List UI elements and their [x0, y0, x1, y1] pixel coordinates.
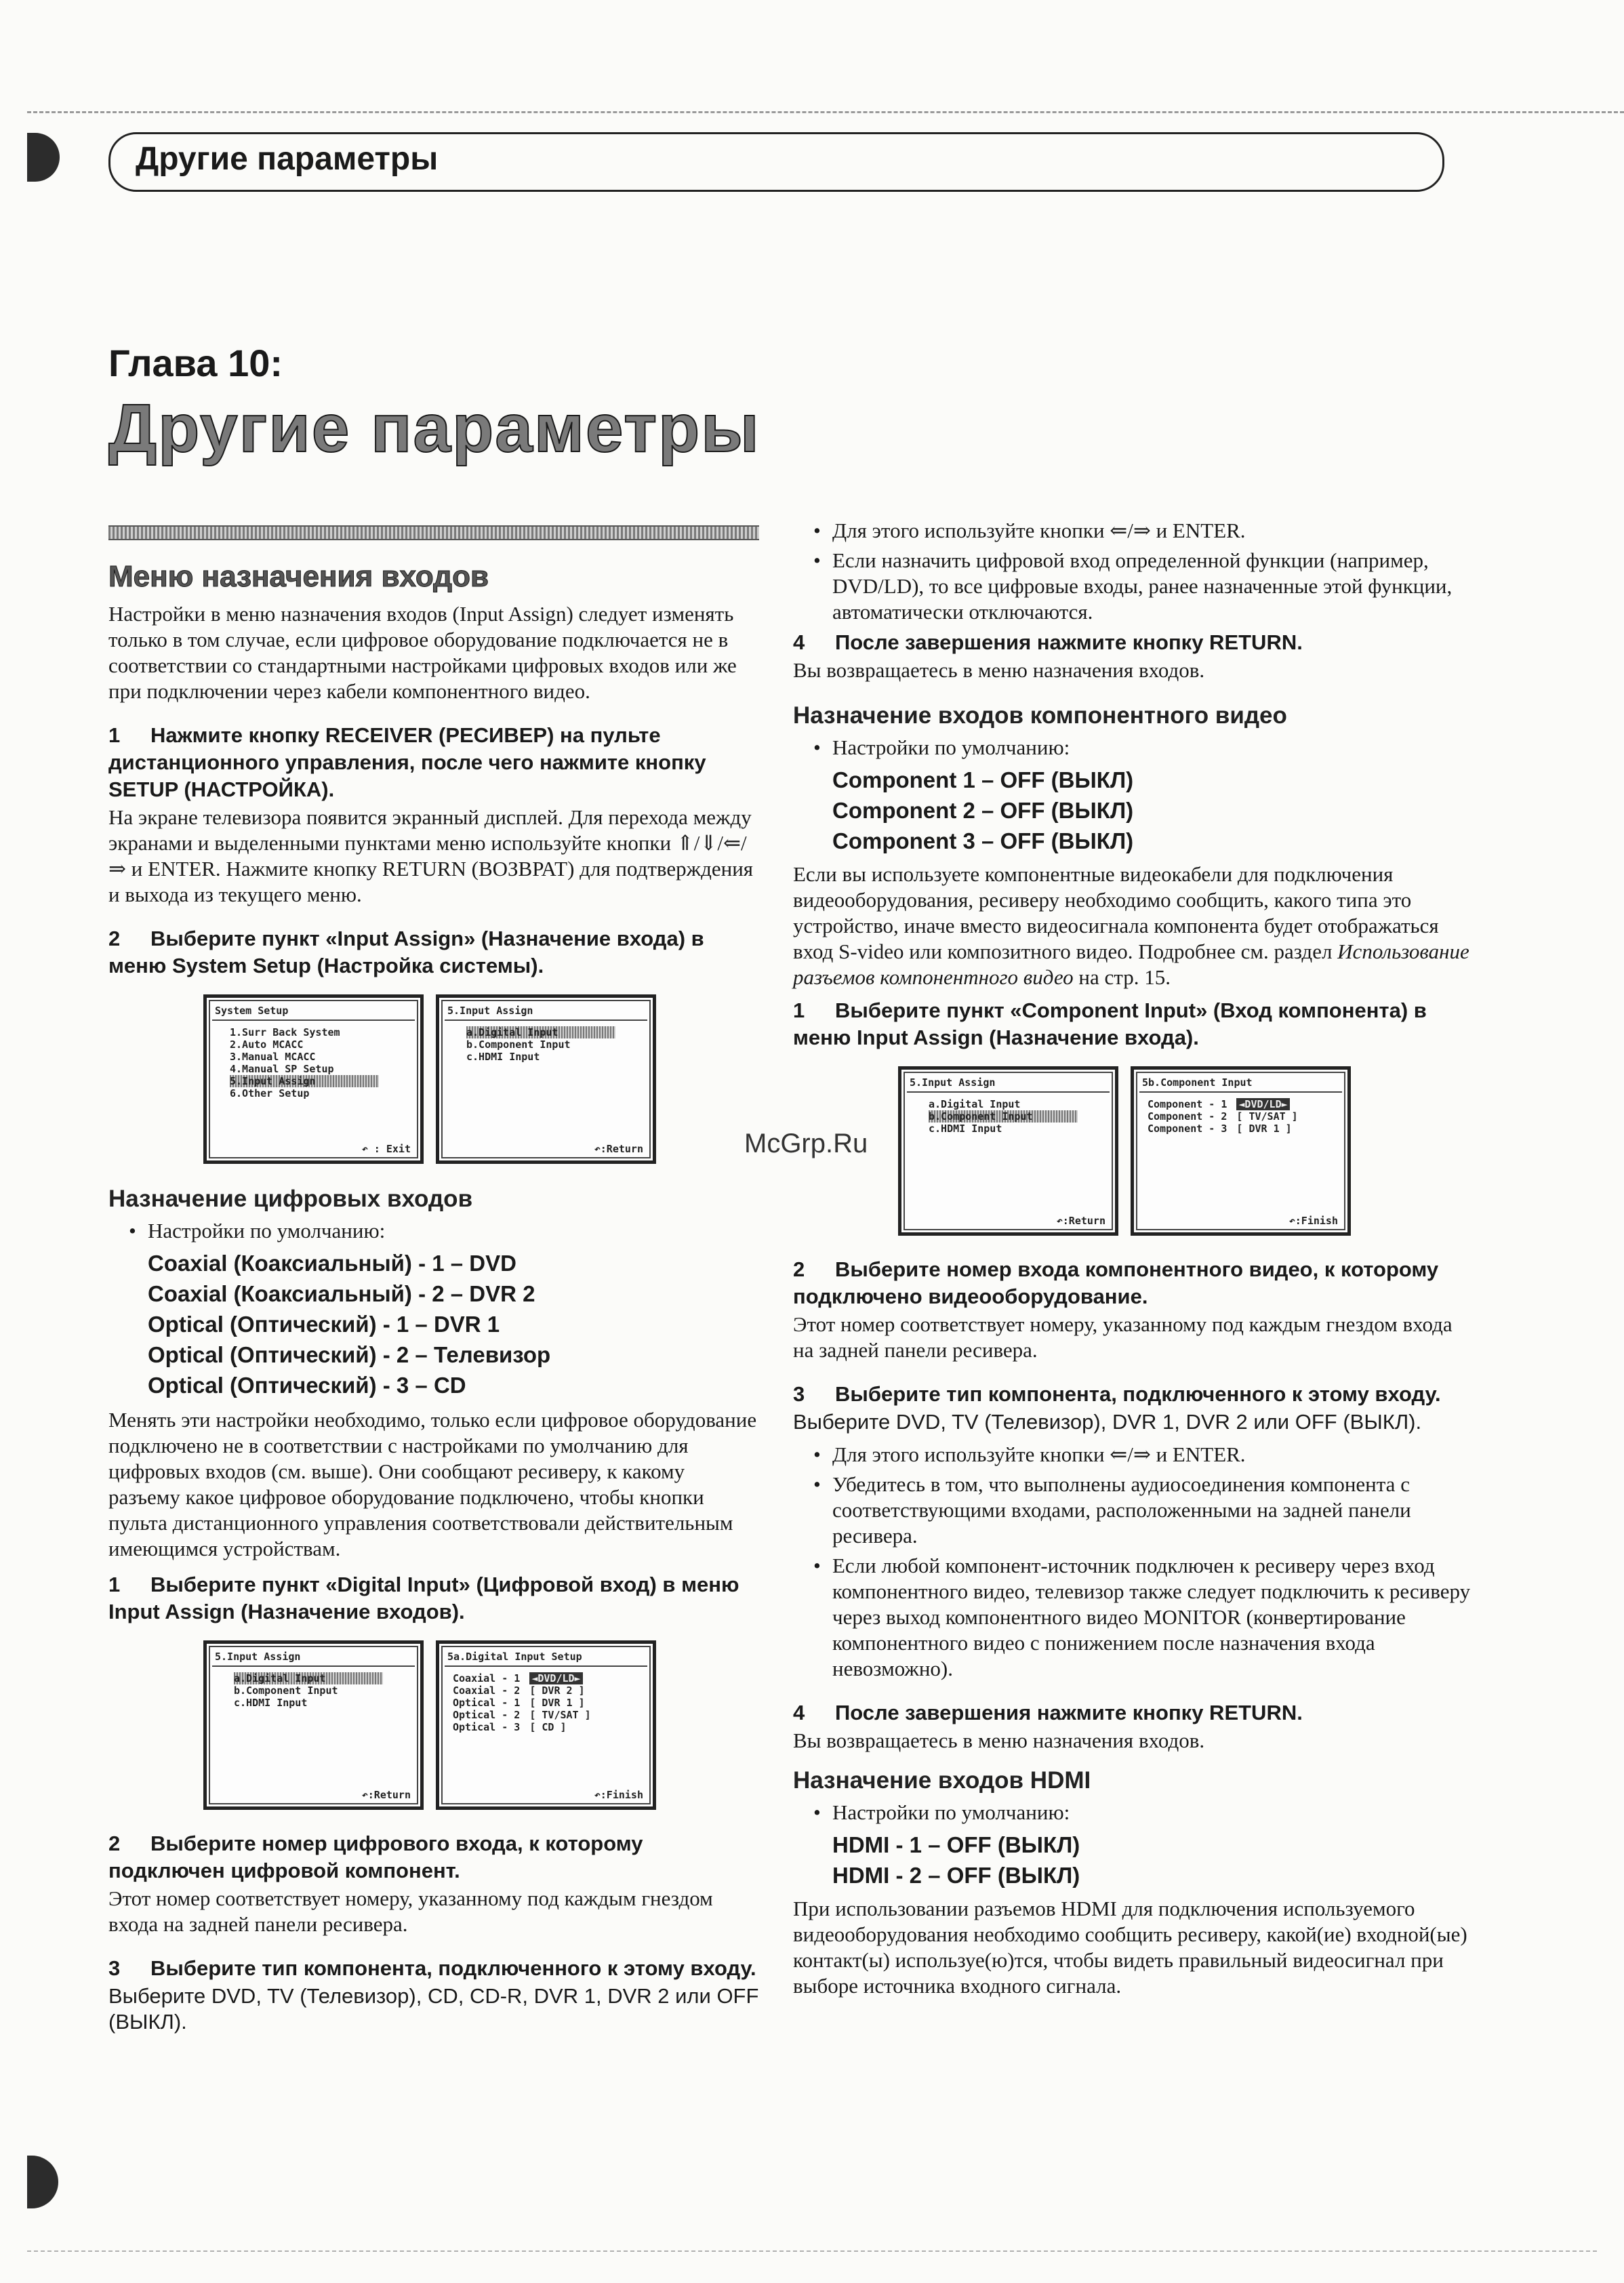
component-body: Если вы используете компонентные видеокабели для подключения видеооборудования, ресиверу необходимо сообщить, какого типа это устройство, иначе вместо видеосигнала компонента будет отображаться вход S-video или композитного видео. Подробнее см. раздел Использование разъемов компонентного видео на стр. 15.: [793, 862, 1469, 989]
osd-item: 4.Manual SP Setup: [230, 1063, 334, 1075]
bullet-text: • Настройки по умолчанию:: [793, 1800, 1471, 1825]
step-1: [108, 722, 759, 803]
component-defaults-bullet: [793, 735, 1471, 761]
step-number: 4: [793, 1701, 805, 1724]
osd-item: 1.Surr Back System: [230, 1026, 340, 1038]
step-number: 2: [108, 927, 121, 950]
digital-body: Менять эти настройки необходимо, только если цифровое оборудование подключено не в соответствии с настройками по умолчанию для цифровых входов (см. выше). Они сообщают ресиверу, к какому разъему какое цифровое оборудование подключено, чтобы кнопки пульта дистанционного управления соответствовали действительным имеющимся устройствам.: [108, 1408, 757, 1560]
osd-row: Component - 3 [ DVR 1 ]: [1148, 1123, 1292, 1135]
digital-step-4-body: Вы возвращаетесь в меню назначения входов.: [793, 658, 1205, 682]
default-item: Component 2 – OFF (ВЫКЛ): [832, 798, 1134, 823]
hdmi-section-title: Назначение входов HDMI: [793, 1767, 1091, 1794]
osd-item: b.Component Input: [234, 1684, 338, 1697]
component-step-3-body: Выберите DVD, TV (Телевизор), DVR 1, DVR 2 или OFF (ВЫКЛ).: [793, 1410, 1422, 1434]
section-title: Меню назначения входов: [108, 560, 489, 593]
osd-row: Coaxial - 1 ◄DVD/LD►: [453, 1672, 591, 1684]
default-item: HDMI - 1 – OFF (ВЫКЛ): [832, 1832, 1080, 1857]
osd-row: Optical - 3 [ CD ]: [453, 1721, 567, 1733]
osd-item: 3.Manual MCACC: [230, 1051, 316, 1063]
bullet-text: • Настройки по умолчанию:: [108, 1218, 759, 1244]
component-step-2: [793, 1256, 1471, 1310]
section-rule: [108, 525, 759, 540]
osd-title: System Setup: [215, 1005, 289, 1017]
step-number: 2: [108, 1832, 121, 1855]
component-bullets: [793, 1442, 1471, 1682]
step-text: Нажмите кнопку RECEIVER (РЕСИВЕР) на пульте дистанционного управления, после чего нажмите кнопку SETUP (НАСТРОЙКА).: [108, 723, 706, 801]
step-text: Выберите номер входа компонентного видео, к которому подключено видеооборудование.: [793, 1257, 1439, 1308]
osd-item: 6.Other Setup: [230, 1087, 310, 1099]
step-text: После завершения нажмите кнопку RETURN.: [835, 630, 1303, 654]
osd-component-input: [1131, 1066, 1351, 1236]
default-item: Component 3 – OFF (ВЫКЛ): [832, 828, 1134, 853]
component-step-1: [793, 997, 1471, 1051]
default-item: Optical (Оптический) - 1 – DVR 1: [148, 1312, 500, 1337]
bullet-text: • Настройки по умолчанию:: [793, 735, 1471, 761]
osd-footer: ↶ : Exit: [361, 1143, 411, 1155]
hdmi-defaults-bullet: [793, 1800, 1471, 1825]
osd-item-selected: 5.Input Assign: [230, 1075, 379, 1087]
osd-item: b.Component Input: [466, 1038, 571, 1051]
osd-title: 5.Input Assign: [910, 1076, 996, 1089]
osd-footer: ↶:Finish: [1288, 1215, 1338, 1227]
step-2: [108, 925, 759, 979]
component-step-4: [793, 1699, 1471, 1726]
watermark: McGrp.Ru: [744, 1129, 868, 1158]
component-section-title: Назначение входов компонентного видео: [793, 702, 1287, 729]
osd-digital-input-setup: [436, 1640, 656, 1810]
default-item: HDMI - 2 – OFF (ВЫКЛ): [832, 1863, 1080, 1888]
chapter-label: Глава 10:: [108, 342, 283, 384]
osd-input-assign: [436, 994, 656, 1164]
step-number: 3: [793, 1382, 805, 1406]
component-step-2-body: Этот номер соответствует номеру, указанному под каждым гнездом входа на задней панели ресивера.: [793, 1312, 1453, 1362]
bullet-text: • Убедитесь в том, что выполнены аудиосоединения компонента с соответствующими входами, расположенными на задней панели ресивера.: [793, 1472, 1471, 1549]
digital-step-2: [108, 1830, 759, 1884]
digital-step-2-body: Этот номер соответствует номеру, указанному под каждым гнездом входа на задней панели ресивера.: [108, 1886, 713, 1936]
step-number: 4: [793, 630, 805, 654]
osd-row: Optical - 1 [ DVR 1 ]: [453, 1697, 585, 1709]
chapter-title: Другие параметры: [108, 390, 760, 466]
digital-step-1: [108, 1571, 759, 1625]
cross-reference: Использование разъемов компонентного видео: [793, 940, 1469, 989]
osd-row: Coaxial - 2 [ DVR 2 ]: [453, 1684, 585, 1697]
step-text: После завершения нажмите кнопку RETURN.: [835, 1701, 1303, 1724]
step-text: Выберите пункт «Input Assign» (Назначение входа) в меню System Setup (Настройка системы).: [108, 927, 704, 977]
digital-step-4: [793, 629, 1471, 656]
osd-item: c.HDMI Input: [234, 1697, 308, 1709]
step-text: Выберите тип компонента, подключенного к этому входу.: [835, 1382, 1441, 1406]
osd-footer: ↶:Return: [594, 1143, 643, 1155]
osd-row: Optical - 2 [ TV/SAT ]: [453, 1709, 591, 1721]
step-1-body: На экране телевизора появится экранный дисплей. Для перехода между экранами и выделенными пунктами меню используйте кнопки ⇑/⇓/⇐/⇒ и ENTER. Нажмите кнопку RETURN (ВОЗВРАТ) для подтверждения и выхода из текущего меню.: [108, 805, 754, 906]
bullets-top: [793, 518, 1471, 625]
step-number: 2: [793, 1257, 805, 1281]
step-text: Выберите тип компонента, подключенного к этому входу.: [150, 1956, 756, 1980]
chapter-side-tab: [27, 133, 60, 182]
osd-title: 5b.Component Input: [1142, 1076, 1253, 1089]
osd-footer: ↶:Finish: [594, 1789, 643, 1801]
step-number: 1: [108, 1573, 121, 1596]
hdmi-body: При использовании разъемов HDMI для подключения используемого видеооборудования необходимо сообщить ресиверу, какой(ие) входной(ые) контакт(ы) используе(ю)тся, чтобы видеть правильный видеосигнал при выборе источника входного сигнала.: [793, 1897, 1467, 1998]
osd-row: Component - 2 [ TV/SAT ]: [1148, 1110, 1298, 1123]
step-text: Выберите пункт «Component Input» (Вход компонента) в меню Input Assign (Назначение входа).: [793, 998, 1427, 1049]
default-item: Coaxial (Коаксиальный) - 2 – DVR 2: [148, 1281, 535, 1306]
step-number: 1: [108, 723, 121, 747]
osd-screens-2: [203, 1640, 759, 1810]
osd-system-setup: [203, 994, 424, 1164]
osd-item-selected: a.Digital Input: [234, 1672, 383, 1684]
osd-footer: ↶:Return: [1056, 1215, 1105, 1227]
bullet-text: • Для этого используйте кнопки ⇐/⇒ и ENTER.: [793, 1442, 1471, 1468]
digital-defaults-bullet: [108, 1218, 759, 1244]
step-number: 3: [108, 1956, 121, 1980]
osd-item: c.HDMI Input: [929, 1123, 1002, 1135]
bullet-text: • Если любой компонент-источник подключен к ресиверу через вход компонентного видео, телевизор также следует подключить к ресиверу через выход компонентного видео MONITOR (конвертирование компонентного видео с понижением после назначения входа невозможно).: [793, 1553, 1471, 1682]
step-text: Выберите пункт «Digital Input» (Цифровой вход) в меню Input Assign (Назначение входов).: [108, 1573, 739, 1623]
osd-input-assign: [203, 1640, 424, 1810]
osd-screens-3: [898, 1066, 1471, 1236]
intro-paragraph: Настройки в меню назначения входов (Input Assign) следует изменять только в том случае, если цифровое оборудование подключается не в соответствии со стандартными настройками цифровых входов или же при подключении через кабели компонентного видео.: [108, 602, 737, 703]
step-text: Выберите номер цифрового входа, к которому подключен цифровой компонент.: [108, 1832, 643, 1882]
left-column: [108, 525, 759, 2042]
osd-title: 5.Input Assign: [447, 1005, 533, 1017]
step-number: 1: [793, 998, 805, 1022]
component-step-3: [793, 1381, 1471, 1408]
header-title: Другие параметры: [136, 141, 439, 177]
bullet-text: • Если назначить цифровой вход определенной функции (например, DVD/LD), то все цифровые входы, ранее назначенные этой функции, автоматически отключаются.: [793, 548, 1471, 625]
digital-section-title: Назначение цифровых входов: [108, 1186, 473, 1212]
osd-row: Component - 1 ◄DVD/LD►: [1148, 1098, 1298, 1110]
default-item: Optical (Оптический) - 2 – Телевизор: [148, 1342, 551, 1367]
default-item: Component 1 – OFF (ВЫКЛ): [832, 767, 1134, 792]
osd-screens-1: [203, 994, 759, 1164]
digital-step-3: [108, 1955, 759, 1982]
osd-title: 5.Input Assign: [215, 1651, 301, 1663]
top-rule: [27, 111, 1624, 113]
osd-footer: ↶:Return: [361, 1789, 411, 1801]
osd-item: a.Digital Input: [929, 1098, 1021, 1110]
osd-item-selected: a.Digital Input: [466, 1026, 615, 1038]
osd-item: 2.Auto MCACC: [230, 1038, 304, 1051]
osd-input-assign: [898, 1066, 1118, 1236]
osd-item: c.HDMI Input: [466, 1051, 540, 1063]
bullet-text: • Для этого используйте кнопки ⇐/⇒ и ENTER.: [793, 518, 1471, 544]
bottom-rule: [27, 2250, 1597, 2252]
default-item: Optical (Оптический) - 3 – CD: [148, 1373, 466, 1398]
digital-step-3-body: Выберите DVD, TV (Телевизор), CD, CD-R, DVR 1, DVR 2 или OFF (ВЫКЛ).: [108, 1984, 759, 2034]
default-item: Coaxial (Коаксиальный) - 1 – DVD: [148, 1251, 516, 1276]
footer-side-tab: [27, 2156, 58, 2208]
osd-title: 5a.Digital Input Setup: [447, 1651, 582, 1663]
osd-item-selected: b.Component Input: [929, 1110, 1078, 1123]
right-column: [793, 515, 1471, 2006]
component-step-4-body: Вы возвращаетесь в меню назначения входов.: [793, 1729, 1205, 1752]
